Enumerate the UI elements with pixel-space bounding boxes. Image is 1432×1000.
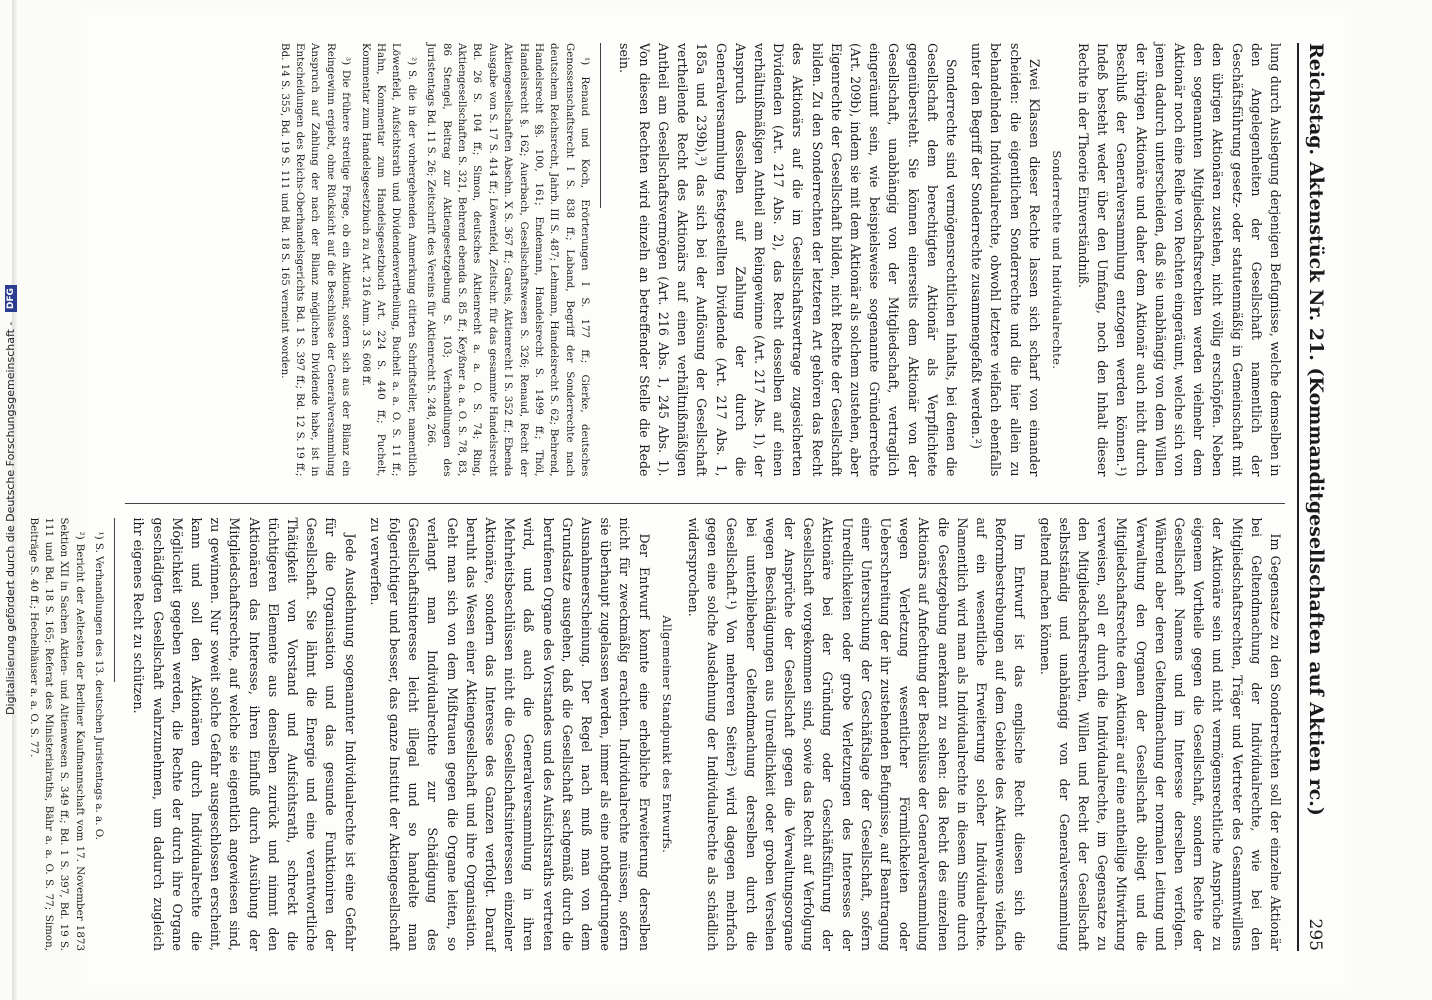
section-subheading: Sonderrechte und Individualrechte. <box>1049 150 1064 370</box>
footnote: ¹) Renaud und Koch, Erörterungen I S. 177 ff.; Gierke, deutsches Genossenschaftsrecht I S. 838 ff.; Laband, Begriff der Sonderrechte nach deutschem Reichsrecht, Jahrb. III S. 487; Lehmann, Handelsrecht S. 62; Behrend, Handelsrecht §§. 100, 161; Endemann, Handelsrecht S. 1499 ff.; Thöl, Handelsrecht §. 162; Auerbach, Gesellschaftswesen S. 326; Renaud, Recht der Aktiengesellschaften Abschn. X S. 367 ff.; Gareis, Aktienrecht I S. 352 ff.; Ebenda Ausgabe von S. 17 S. 414 ff.; Löwenfeld, Zeitschr. für das gesammte Handelsrecht Bd. 26 S. 104 ff.; Simon, deutsches Aktienrecht a. a. O. S. 74; Ring, Aktiengesellschaften S. 321, Behrend ebenda S. 85 ff.; Keyßner a. a. O. S. 78, 83, 86 Stengel, Beitrag zur Aktiengesetzgebung S. 103; Verhandlungen des Juristentags Bd. 11 S. 26; Zeitschrift des Vereins für Aktienrecht S. 248, 266. <box>425 43 592 477</box>
paragraph: lung durch Auslegung derjenigen Befugnisse, welche demselben in den Angelegenheiten der Gesellschaft namentlich der Geschäftsführung gesetz- oder statutenmäßig in Gemeinschaft mit den übrigen Aktionären zustehen, nicht völlig erschöpfen. Neben den sogenannten Mitgliedschaftsrechten werden vielmehr dem Aktionär noch eine Reihe von Rechten eingeräumt, welche sich von jenen dadurch unterscheiden, daß sie unabhängig von dem Willen der übrigen Aktionäre und daher dem Aktionär auch nicht durch Beschluß der Generalversammlung entzogen werden können.¹) Indeß besteht weder über den Umfang, noch den Inhalt dieser Rechte in der Theorie Einverständniß. <box>1075 43 1283 477</box>
footnote-divider <box>600 43 601 208</box>
running-header <box>1297 43 1327 951</box>
footnote: ²) Bericht der Aeltesten der Berliner Kaufmannschaft vom 17. November 1873 Sektion XII in Sachen Aktien- und Altienwesen S. 349 ff.; Bd. 1 S. 397, Bd. 19 S. 111 und Bd. 18 S. 165; Referat des Ministerialraths, Bähr a. a. O. S. 77; Simon, Beiträge S. 40 ff.; Hechelhäuser a. a. O. S. 77. <box>27 517 86 951</box>
footnotes <box>272 43 592 477</box>
header-title: Reichstag. Aktenstück Nr. 21. (Kommanditgesellschaften auf Aktien rc.) <box>1305 43 1327 816</box>
footnote-divider <box>114 518 115 683</box>
paragraph: Sonderrechte sind vermögensrechtlichen Inhalts, bei denen die Gesellschaft dem berechtigten Aktionär als Verpflichtete gegenübersteht. Sie können einerseits dem Aktionär von der Gesellschaft, unabhängig von der Mitgliedschaft, vertraglich eingeräumt sein, wie beispielsweise sogenannte Gründerrechte (Art. 209b), indem sie mit dem Aktionär als solchem zustehen, aber Eigenrechte der Gesellschaft bilden, nicht Rechte der Gesellschaft bilden. Zu den Sonderrechten der letzteren Art gehören das Recht des Aktionärs auf die im Gesellschaftsvertrage zugesicherten Dividenden (Art. 217 Abs. 2), das Recht desselben auf einen verhältnißmäßigen Antheil am Reingewinne (Art. 217 Abs. 1), der Anspruch desselben auf Zahlung der durch die Generalversammlung festgestellten Dividende (Art. 217 Abs. 1, 185a und 239b),³) das sich bei der Auflösung der Gesellschaft vertheilende Recht des Aktionärs auf einen verhältnißmäßigen Antheil am Gesellschaftsvermögen (Art. 216 Abs. 1, 245 Abs. 1). Von diesen Rechten wird einzeln an betreffender Stelle die Rede sein. <box>617 43 959 477</box>
dfg-logo-icon: DFG <box>5 285 17 312</box>
footnote: ²) S. die in der vorhergehenden Anmerkung citirten Schriftsteller, namentlich Löwenfeld, Aufsichtsrath und Dividendenvertheilung, Buchelt a. a. O. S. 11 ff.; Hahn, Kommentar zum Handelsgesetzbuch Art. 224 S. 440 ff.; Puchelt, Kommentar zum Handelsgesetzbuch zu Art. 216 Anm. 3 S. 608 ff. <box>359 43 418 477</box>
paragraph: Zwei Klassen dieser Rechte lassen sich scharf von einander scheiden: die eigentlichen Sonderrechte und die hier allein zu behandelnden Individualrechte, obwohl letztere vielfach ebenfalls unter den Begriff der Sonderrechte zusammengefaßt werden.²) <box>969 43 1042 477</box>
right-column <box>27 503 1285 952</box>
footnote: ¹) S. Verhandlungen des 13. deutschen Juristentags a. a. O. <box>93 531 106 840</box>
section-subheading: Allgemeiner Standpunkt des Entwurfs. <box>659 615 674 854</box>
footnote: ³) Die frühere streitige Frage, ob ein Aktionär, sofern sich aus der Bilanz ein Reingewinn ergiebt, ohne Rücksicht auf die Beschlüsse der Generalversammlung Anspruch auf Zahlung der nach der Bilanz möglichen Dividende habe, ist in Entscheidungen des Reichs-Oberhandelsgerichts Bd. 1 S. 397 ff.; Bd. 12 S. 19 ff.; Bd. 14 S. 355, Bd. 19 S. 111 und Bd. 18 S. 165 verneint worden. <box>278 43 353 477</box>
paragraph: Der Entwurf konnte eine erhebliche Erweiterung derselben nicht für zweckmäßig erachten. Individualrechte müssen, sofern sie überhaupt zugelassen werden, immer als eine nothgedrungene Ausnahmeerscheinung. Der Regel nach muß man von dem Grundsatze ausgehen, daß die Gesellschaft sachgemäß durch die berufenen Organe des Vorstandes und des Aufsichtsraths vertreten wird, und daß auch die Generalversammlung in ihren Mehrheitsbeschlüssen nicht die Gesellschaftsinteressen einzelner Aktionäre, sondern das Interesse des Ganzen verfolgt. Darauf beruht das Wesen einer Aktiengesellschaft und ihre Organisation. Geht man sich von dem Mißtrauen gegen die Organe leiten, so verlangt man Individualrechte zur Schädigung des Gesellschaftsinteresse leicht illegal und so handelte man folgerichtiger und besser, das ganze Institut der Aktiengesellschaft zu verwerfen. <box>367 517 652 951</box>
credit-text: Digitalisierung gefördert durch die Deutsche Forschungsgemeinschaft - <box>4 321 17 715</box>
digitization-credit <box>0 0 22 1000</box>
paragraph: Jede Ausdehnung sogenannter Individualrechte ist eine Gefahr für die Organisation und das gesunde Funktioniren der Gesellschaft. Sie lähmt die Energie und eine verantwortliche Thätigkeit von Vorstand und Aufsichtsrath, schreckt die tüchtigeren Elemente aus denselben zurück und nimmt den Aktionären das Interesse, ihren Einfluß durch Ausübung der Mitgliedschaftsrechte, auf welche sie eigentlich angewiesen sind, zu gewinnen. Nur soweit solche Gefahr ausgeschlossen erscheint, kann und soll den Aktionären durch Individualrechte die Möglichkeit gegeben werden, die Rechte der durch ihre Organe geschädigten Gesellschaft wahrzunehmen, um dadurch zugleich ihr eigenes Recht zu schützen. <box>131 517 358 951</box>
document-page <box>27 15 1351 985</box>
left-column <box>125 43 1285 477</box>
footnotes <box>21 518 106 952</box>
paragraph: Im Entwurf ist das englische Recht diesen sich die Reformbestrebungen auf dem Gebiete des Aktienwesens vielfach auf ein wesentliche Erweiterung solcher Individualrechte. Namentlich wird man als Individualrechte in diesem Sinne durch die Gesetzgebung anerkannt zu sehen: das Recht des einzelnen Aktionärs auf Anfechtung der Beschlüsse der Generalversammlung wegen Verletzung wesentlicher Förmlichkeiten oder Ueberschreitung der ihr zustehenden Befugnisse, auf Beantragung einer Untersuchung der Geschäftslage der Gesellschaft, sofern Unredlichkeiten oder grobe Verletzungen des Interesses der Aktionäre bei der Gründung oder Geschäftsführung der Gesellschaft vorgekommen sind, sowie das Recht auf Verfolgung der Ansprüche der Gesellschaft gegen die Verwaltungsorgane wegen Beschädigungen aus Unredlichkeit oder groben Versehen bei unterbliebener Geltendmachung derselben durch die Gesellschaft.¹) Von mehreren Seiten²) wird dagegen mehrfach gegen eine solche Ausdehnung der Individualrechte als schädlich widersprochen. <box>685 517 1028 951</box>
page-number: 295 <box>1305 918 1325 951</box>
paragraph: Im Gegensatze zu den Sonderrechten soll der einzelne Aktionär bei Geltendmachung der Individualrechte, wie bei den Mitgliedschaftsrechten, Träger und Vertreter des Gesammtwillens der Aktionäre sein und nicht vermögensrechtliche Ansprüche zu eigenem Vortheile gegen die Gesellschaft, sondern Rechte der Gesellschaft Namens und im Interesse derselben verfolgen. Während aber deren Geltendmachung der normalen Leitung und Verwaltung den Organen der Gesellschaft obliegt und die Mitgliedschaftsrechte dem Aktionär auf eine antheilige Mitwirkung verweisen, soll er durch die Individualrechte, im Gegensatze zu den Mitgliedschaftsrechten, Willen und Recht der Gesellschaft selbstständig und unabhängig von der Generalversammlung geltend machen können. <box>1037 517 1283 951</box>
text-columns <box>27 43 1285 951</box>
